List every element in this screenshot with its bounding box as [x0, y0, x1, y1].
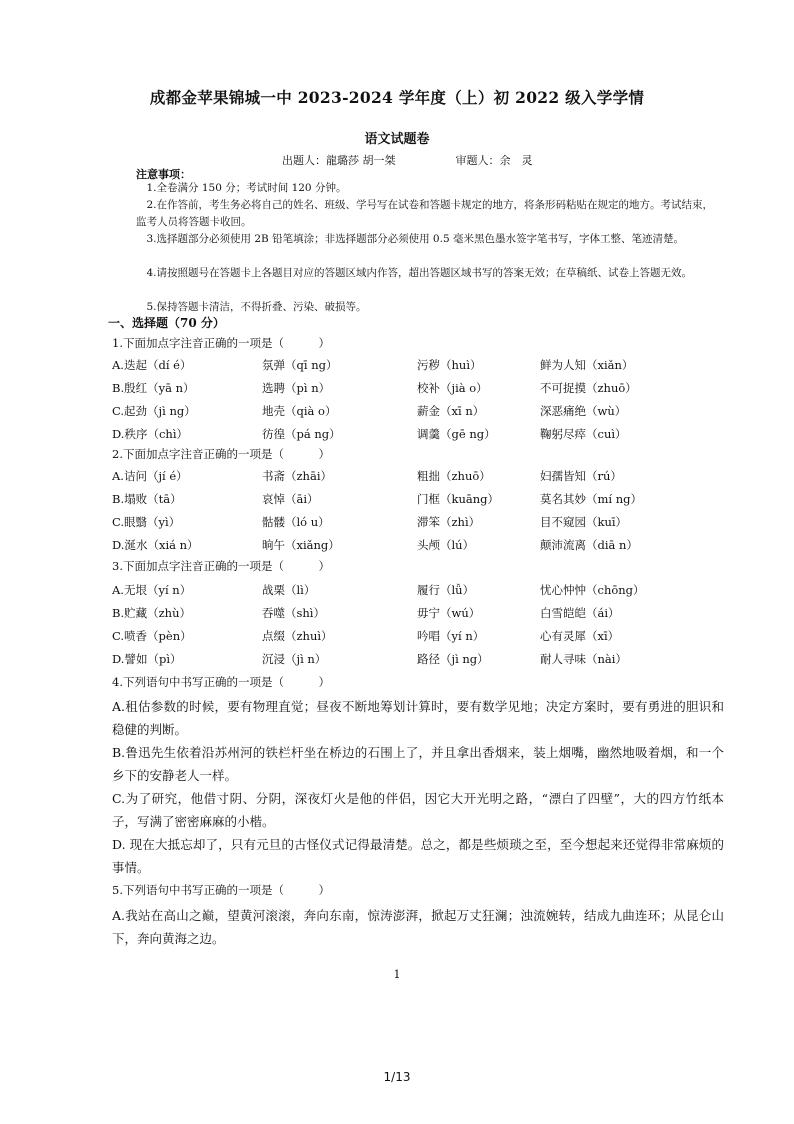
option-cell: 氛弹（qī ng） [262, 358, 338, 372]
option-cell: 书斋（zhāi） [262, 469, 332, 483]
exam-subtitle: 语文试题卷 [364, 132, 430, 147]
option-cell: 不可捉摸（zhuō） [540, 381, 637, 395]
option-cell: 污秽（huì） [417, 358, 482, 372]
question-1-stem: 1.下面加点字注音正确的一项是（ ） [112, 336, 330, 350]
option-cell: C.起劲（jì ng） [112, 404, 196, 418]
option-cell: A.诘问（jí é） [112, 469, 188, 483]
option-cell: C.喷香（pèn） [112, 629, 192, 643]
option-cell: C.眼翳（yì） [112, 515, 181, 529]
q5-option-a: A.我站在高山之巅，望黄河滚滚，奔向东南，惊涛澎湃，掀起万丈狂澜；浊流婉转，结成九曲连环；从昆仑山下，奔向黄海之边。 [112, 908, 724, 946]
option-cell: 粗拙（zhuō） [417, 469, 491, 483]
notice-title: 注意事项： [136, 168, 191, 181]
option-cell: 沉浸（jì n） [262, 652, 327, 666]
option-cell: 彷徨（pá ng） [262, 427, 341, 441]
option-cell: B.殷红（yā n） [112, 381, 195, 395]
option-cell: D.涎水（xiá n） [112, 538, 199, 552]
option-cell: D.譬如（pì） [112, 652, 182, 666]
author-names: 出题人：龍璐莎 胡一桀 [282, 154, 396, 167]
option-cell: B.塌败（tā） [112, 492, 182, 506]
option-cell: 毋宁（wú） [417, 606, 481, 620]
option-cell: 战栗（lì） [262, 583, 316, 597]
notice-item-3: 3.选择题部分必须使用 2B 铅笔填涂；非选择题部分必须使用 0.5 毫米黑色墨水签字笔书写，字体工整、笔迹清楚。 [146, 233, 684, 245]
option-cell: 鲜为人知（xiǎn） [540, 358, 634, 372]
q4-option-c: C.为了研究，他借寸阴、分阴，深夜灯火是他的伴侣，因它大开光明之路，“漂白了四壁”，大的四方竹纸本子，写满了密密麻麻的小楷。 [112, 791, 724, 829]
q4-option-a: A.租估参数的时候，要有物理直觉；昼夜不断地筹划计算时，要有数学见地；决定方案时，要有勇进的胆识和稳健的判断。 [112, 699, 724, 737]
option-cell: 颠沛流离（diā n） [540, 538, 638, 552]
option-cell: 路径（jì ng） [417, 652, 489, 666]
option-cell: 滞笨（zhì） [417, 515, 481, 529]
section-heading: 一、选择题（70 分） [108, 316, 225, 330]
option-cell: 心有灵犀（xī） [540, 629, 620, 643]
option-cell: 目不窥园（kuī） [540, 515, 628, 529]
option-cell: 忧心忡忡（chōng） [540, 583, 645, 597]
page-count: 1/13 [383, 1070, 411, 1084]
option-cell: 吟唱（yí n） [417, 629, 485, 643]
option-cell: A.迭起（dí é） [112, 358, 192, 372]
question-4-stem: 4.下列语句中书写正确的一项是（ ） [112, 675, 330, 689]
notice-item-2: 2.在作答前，考生务必将自己的姓名、班级、学号写在试卷和答题卡规定的地方，将条形码粘贴在规定的地方。考试结束，监考人员将答题卡收回。 [136, 199, 714, 228]
option-cell: A.无垠（yí n） [112, 583, 192, 597]
notice-item-4: 4.请按照题号在答题卡上各题目对应的答题区域内作答，超出答题区域书写的答案无效；在草稿纸、试卷上答题无效。 [146, 267, 693, 279]
option-cell: 哀悼（āi） [262, 492, 319, 506]
option-cell: 选聘（pì n） [262, 381, 331, 395]
question-5-stem: 5.下列语句中书写正确的一项是（ ） [112, 883, 330, 897]
option-cell: 校补（jià o） [417, 381, 488, 395]
option-cell: 白雪皑皑（ái） [540, 606, 620, 620]
option-cell: 耐人寻味（nài） [540, 652, 627, 666]
option-cell: 妇孺皆知（rú） [540, 469, 622, 483]
question-3-stem: 3.下面加点字注音正确的一项是（ ） [112, 559, 330, 573]
reviewer-name: 审题人：余 灵 [455, 154, 533, 167]
option-cell: B.贮藏（zhù） [112, 606, 191, 620]
option-cell: 头颅（lú） [417, 538, 475, 552]
option-cell: 门框（kuāng） [417, 492, 499, 506]
option-cell: 吞噬（shì） [262, 606, 325, 620]
question-2-stem: 2.下面加点字注音正确的一项是（ ） [112, 447, 330, 461]
authors-line [282, 152, 533, 168]
q4-option-d: D. 现在大抵忘却了，只有元旦的古怪仪式记得最清楚。总之，都是些烦琐之至，至今想起来还觉得非常麻烦的事情。 [112, 837, 724, 875]
option-cell: 薪金（xī n） [417, 404, 485, 418]
option-cell: 鞠躬尽瘁（cuì） [540, 427, 627, 441]
option-cell: 深恶痛绝（wù） [540, 404, 627, 418]
option-cell: 晌午（xiǎng） [262, 538, 340, 552]
page-number: 1 [393, 968, 401, 981]
option-cell: 点缀（zhuì） [262, 629, 333, 643]
notice-item-1: 1.全卷满分 150 分；考试时间 120 分钟。 [146, 182, 347, 194]
exam-title: 成都金苹果锦城一中 2023-2024 学年度（上）初 2022 级入学学情 [149, 88, 645, 107]
q4-option-b: B.鲁迅先生依着沿苏州河的铁栏杆坐在桥边的石围上了，并且拿出香烟来，装上烟嘴，幽然地吸着烟，和一个乡下的安静老人一样。 [112, 745, 724, 783]
option-cell: 莫名其妙（mí ng） [540, 492, 643, 506]
notice-item-5: 5.保持答题卡清洁，不得折叠、污染、破损等。 [146, 301, 367, 313]
option-cell: 调羹（gē ng） [417, 427, 496, 441]
option-cell: D.秩序（chì） [112, 427, 188, 441]
option-cell: 地壳（qià o） [262, 404, 337, 418]
option-cell: 骷髅（ló u） [262, 515, 330, 529]
option-cell: 履行（lǚ） [417, 583, 475, 597]
